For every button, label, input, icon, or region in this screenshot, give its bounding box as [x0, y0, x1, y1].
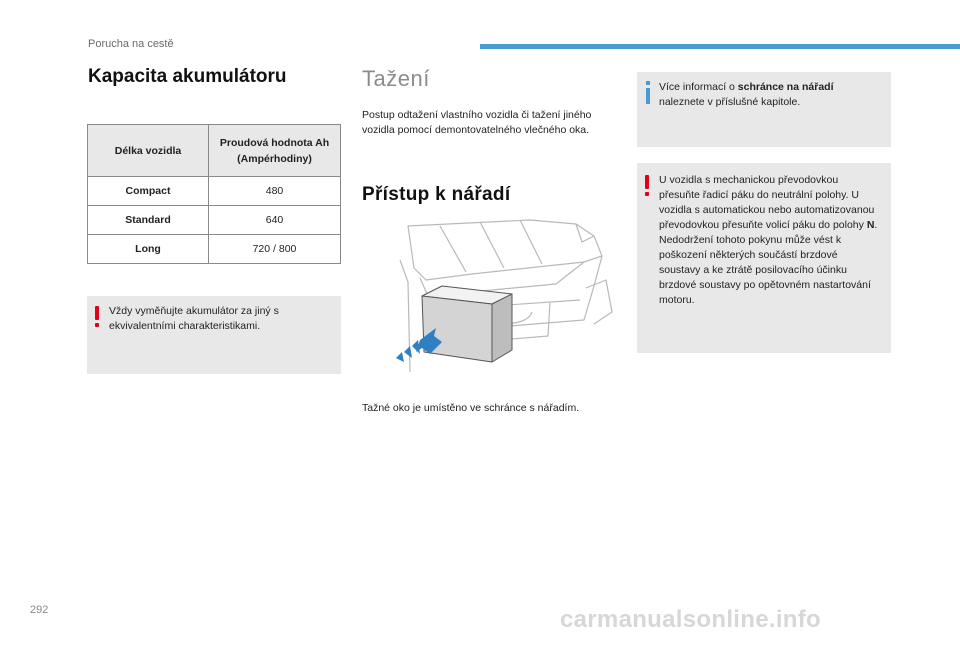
table-header: Proudová hodnota Ah (Ampérhodiny)	[209, 125, 341, 177]
table-cell-label: Compact	[88, 177, 209, 206]
tools-title: Přístup k nářadí	[362, 184, 511, 205]
info-icon	[646, 81, 650, 85]
warning-icon	[95, 306, 99, 320]
warning-icon	[645, 175, 649, 189]
header-accent-bar	[480, 44, 960, 49]
info-box	[637, 72, 891, 147]
table-row	[88, 235, 341, 264]
battery-title: Kapacita akumulátoru	[88, 66, 287, 87]
table-cell-value: 640	[209, 206, 341, 235]
battery-warning-box	[87, 296, 341, 374]
towing-title: Tažení	[362, 66, 430, 91]
info-text: Více informací o schránce na nářadí naleznete v příslušné kapitole.	[659, 81, 834, 108]
page-number: 292	[30, 604, 49, 616]
gearbox-warning-box	[637, 163, 891, 353]
gearbox-warning-text: U vozidla s mechanickou převodovkou přesuňte řadicí páku do neutrální polohy. U vozidla s automatickou nebo automatizovanou převodovkou přesuňte volicí páku do polohy N. Nedodržení tohoto pokynu může vést k poškození některých součástí brzdové soustavy a ke ztrátě posilovacího účinku brzdové soustavy po opětovném nastartování motoru.	[659, 174, 878, 306]
table-header: Délka vozidla	[88, 125, 209, 177]
battery-capacity-table	[87, 124, 341, 264]
table-row	[88, 206, 341, 235]
table-cell-value: 480	[209, 177, 341, 206]
towing-intro: Postup odtažení vlastního vozidla či tažení jiného vozidla pomocí demontovatelného vlečného oka.	[362, 109, 592, 136]
table-cell-label: Long	[88, 235, 209, 264]
table-cell-label: Standard	[88, 206, 209, 235]
watermark: carmanualsonline.info	[560, 606, 822, 633]
tools-caption: Tažné oko je umístěno ve schránce s nářadím.	[362, 402, 580, 414]
table-cell-value: 720 / 800	[209, 235, 341, 264]
tool-box-illustration	[380, 212, 620, 374]
table-row	[88, 177, 341, 206]
section-label: Porucha na cestě	[88, 38, 174, 50]
battery-warning-text: Vždy vyměňujte akumulátor za jiný s ekvivalentními charakteristikami.	[109, 305, 279, 332]
